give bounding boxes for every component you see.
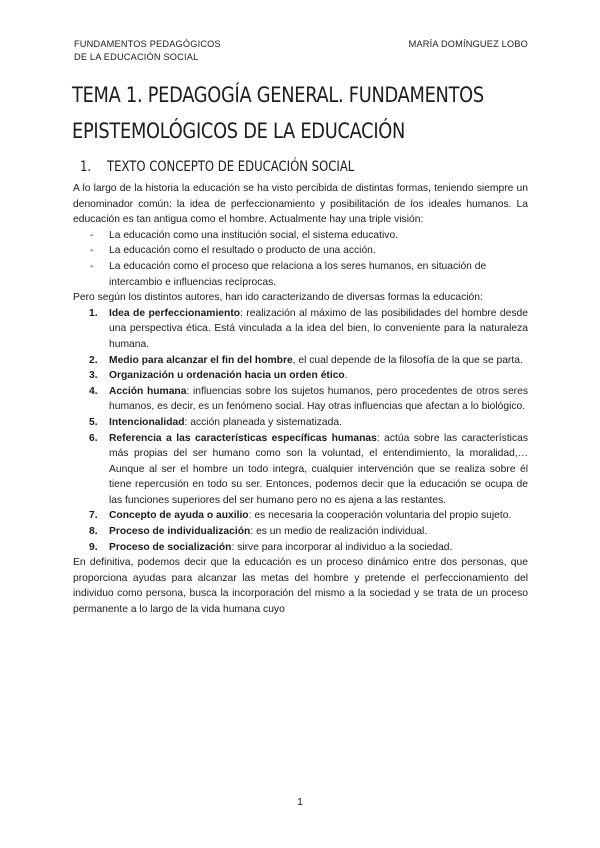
dash-bullet: - (90, 229, 94, 241)
list-item: 5. Intencionalidad: acción planeada y sistematizada. (89, 416, 342, 428)
header-course-line1: FUNDAMENTOS PEDAGÓGICOS (74, 39, 221, 49)
list-item: - La educación como el proceso que relaciona a los seres humanos, en situación de intercambio e influencias recíprocas. (90, 260, 487, 288)
list-item: 3. Organización u ordenación hacia un orden ético. (89, 370, 348, 382)
list-item: 9. Proceso de socialización: sirve para incorporar al individuo a la sociedad. (89, 541, 453, 553)
list-item: 8. Proceso de individualización: es un medio de realización individual. (89, 526, 428, 538)
list-item: - La educación como una institución social, el sistema educativo. (73, 228, 528, 244)
list-item: 7. Concepto de ayuda o auxilio: es necesaria la cooperación voluntaria del propio sujeto. (89, 510, 512, 522)
page-number: 1 (297, 796, 303, 808)
conclusion-paragraph: En definitiva, podemos decir que la educación es un proceso dinámico entre dos personas, que proporciona ayudas para alcanzar las metas del hombre y pretende el perfeccionamiento del individuo como persona, busca la incorporación del mismo a la sociedad y se trata de un proceso permanente a lo largo de la vida humana cuyo (73, 557, 528, 616)
list-item: 2. Medio para alcanzar el fin del hombre, el cual depende de la filosofía de la que se parta. (89, 354, 523, 366)
dash-bullet: - (90, 245, 94, 257)
intro-paragraph: A lo largo de la historia la educación se ha visto percibida de distintas formas, teniendo siempre un denominador común: la idea de perfeccionamiento y posibilitación de los ideales humanos. La educación es tan antigua como el hombre. Actualmente hay una triple visión: (73, 183, 528, 226)
dash-bullet: - (90, 260, 94, 272)
header-course (74, 38, 221, 64)
section-number: 1. (80, 159, 92, 175)
title-line-2: EPISTEMOLÓGICOS DE LA EDUCACIÓN (72, 119, 406, 144)
list-item: 6. Referencia a las características específicas humanas: actúa sobre las características más propias del ser humano como son la voluntad, el entendimiento, la moralidad,… Aunque al ser el hombre un todo integra, cualquier intervención que se realiza sobre él tiene repercusión en todo su ser. Entonces, podemos decir que la educación se ocupa de las funciones superiores del ser humano pero no es ajena a las restantes. (89, 432, 528, 506)
list-item: 4. Acción humana: influencias sobre los sujetos humanos, pero procedentes de otros seres humanos, es decir, es un fenómeno social. Hay otras influencias que afectan a lo biológico. (89, 385, 528, 413)
header-author: MARÍA DOMÍNGUEZ LOBO (408, 39, 528, 49)
visions-list (73, 228, 528, 290)
section-heading (80, 158, 354, 176)
section-title: TEXTO CONCEPTO DE EDUCACIÓN SOCIAL (107, 159, 355, 175)
title-line-1: TEMA 1. PEDAGOGÍA GENERAL. FUNDAMENTOS (72, 83, 484, 108)
authors-paragraph: Pero según los distintos autores, han ido caracterizando de diversas formas la educación: (73, 292, 483, 304)
characteristics-list (73, 306, 528, 556)
list-item: - La educación como el resultado o producto de una acción. (73, 243, 528, 259)
header-course-line2: DE LA EDUCACIÓN SOCIAL (74, 52, 199, 62)
body-text (73, 181, 528, 618)
page-title (72, 78, 504, 150)
list-item: 1. Idea de perfeccionamiento: realización al máximo de las posibilidades del hombre desde una perspectiva ética. Está vinculada a la idea del bien, lo conveniente para la naturaleza humana. (89, 307, 528, 350)
